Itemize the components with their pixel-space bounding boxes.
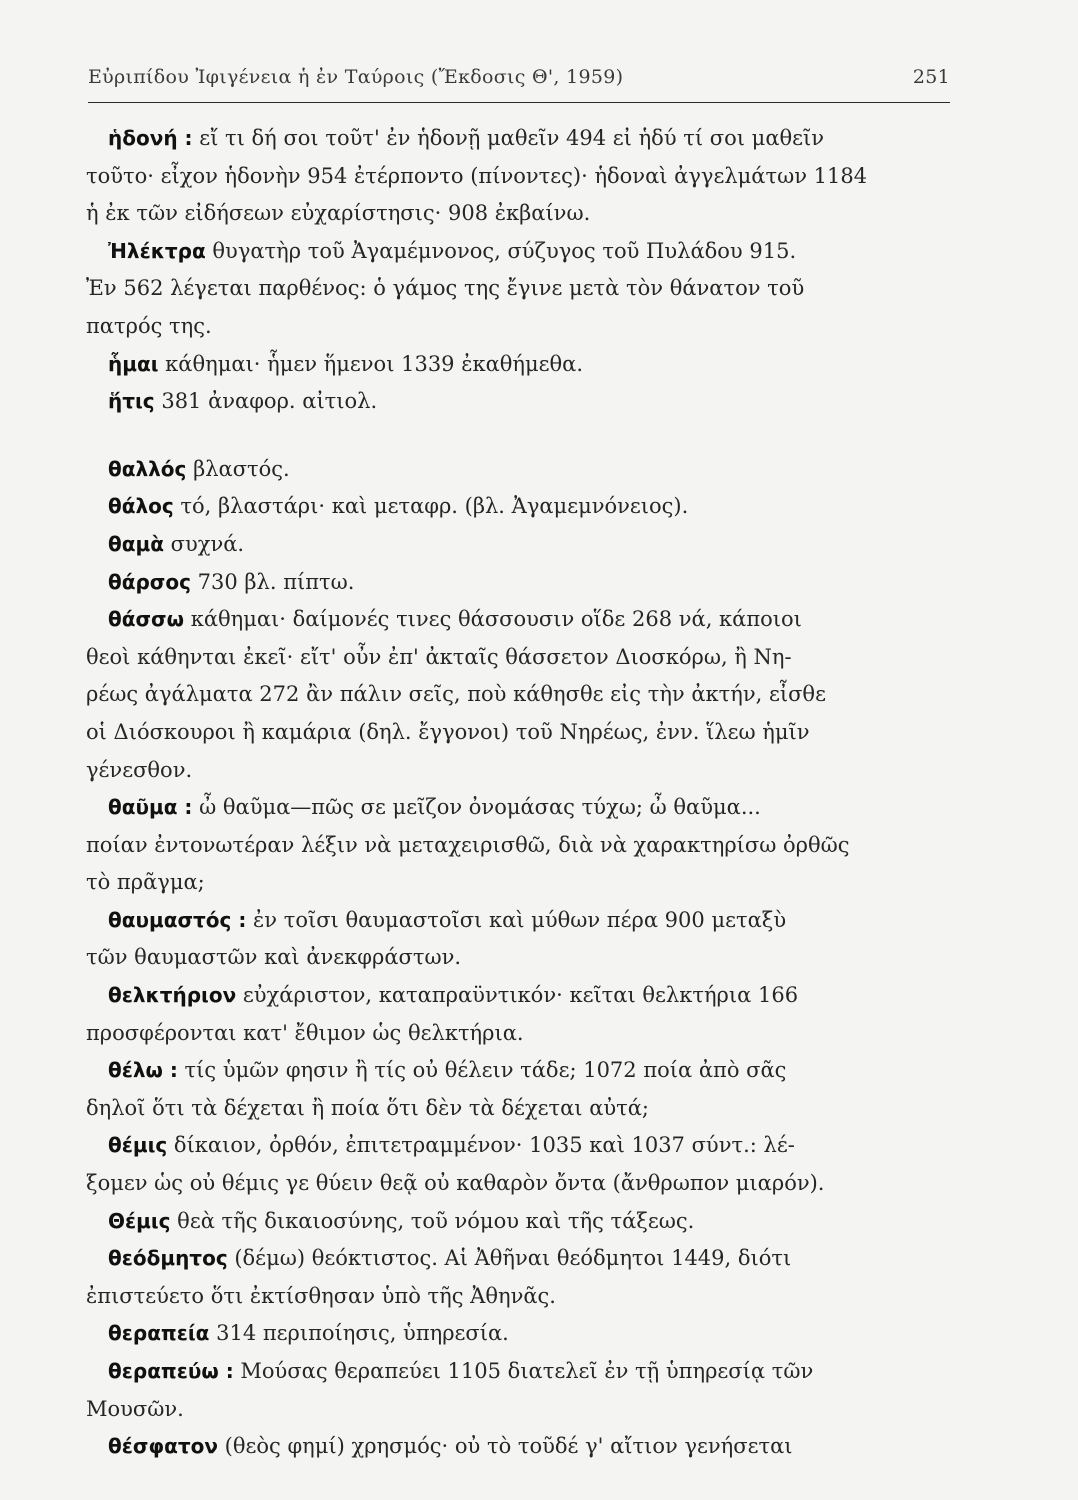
entry-line (108, 564, 960, 602)
entry-line (86, 1165, 960, 1203)
entry-text: βλαστός. (186, 456, 290, 481)
entry-text: Μουσῶν. (86, 1396, 184, 1421)
entry-line (108, 1315, 960, 1353)
entry-text: ἐπιστεύετο ὅτι ἐκτίσθησαν ὑπὸ τῆς Ἀθηνᾶς. (86, 1283, 556, 1308)
entry-lemma: θαλλός (108, 456, 187, 481)
entry-line (86, 827, 960, 865)
entry-line (86, 158, 960, 196)
entry-line (108, 233, 960, 271)
entry-text: ξομεν ὡς οὐ θέμις γε θύειν θεᾷ οὐ καθαρὸν ὄντα (ἄνθρωπον μιαρόν). (86, 1171, 825, 1196)
entry-lemma: θάλος (108, 494, 174, 519)
entry-text: 381 ἀναφορ. αἰτιολ. (154, 389, 378, 414)
entry-lemma: θαῦμα : (108, 795, 193, 820)
running-title: Εὐριπίδου Ἰφιγένεια ἡ ἐν Ταύροις (Ἔκδοσις Θ', 1959) (88, 66, 624, 88)
entry-line (86, 308, 960, 346)
entry-lemma: θάσσω (108, 607, 185, 632)
entry-lemma: θεραπεύω : (108, 1359, 234, 1383)
entry-line (108, 1203, 960, 1241)
entry-lemma: θελκτήριον (108, 983, 237, 1008)
entry-text: πατρός της. (86, 313, 212, 338)
entry-lemma: θαμὰ (108, 531, 164, 556)
entry-line (108, 1240, 960, 1278)
entry-line (108, 1353, 960, 1391)
entry-text: ἐν τοῖσι θαυμαστοῖσι καὶ μύθων πέρα 900 μεταξὺ (246, 907, 787, 932)
entry-lemma: θαυμαστός : (108, 907, 247, 932)
entry-line (86, 864, 960, 902)
page-number: 251 (912, 66, 950, 88)
entry-line (86, 195, 960, 233)
entry-line (86, 639, 960, 677)
entry-line (108, 789, 960, 827)
entry-lemma: θέσφατον (108, 1434, 218, 1459)
entry-text: τὸ πρᾶγμα; (86, 870, 205, 895)
entry-line (86, 1015, 960, 1053)
entry-lemma: Ἠλέκτρα (108, 238, 206, 263)
entry-text: τῶν θαυμαστῶν καὶ ἀνεκφράστων. (86, 945, 462, 970)
entry-text: Μούσας θεραπεύει 1105 διατελεῖ ἐν τῇ ὑπηρεσίᾳ τῶν (233, 1359, 814, 1383)
entry-text: δηλοῖ ὅτι τὰ δέχεται ἢ ποία ὅτι δὲν τὰ δέχεται αὐτά; (86, 1095, 650, 1120)
entry-text: (δέμω) θεόκτιστος. Αἱ Ἀθῆναι θεόδμητοι 1449, διότι (227, 1246, 792, 1271)
entry-line (86, 752, 960, 790)
entry-lemma: ἧμαι (108, 351, 159, 376)
entry-text: τοῦτο· εἶχον ἡδονὴν 954 ἐτέρποντο (πίνοντες)· ἡδοναὶ ἀγγελμάτων 1184 (86, 163, 868, 188)
entry-line (86, 676, 960, 714)
entry-line (108, 526, 960, 564)
entry-line (108, 977, 960, 1015)
entry-lemma: θάρσος (108, 569, 191, 594)
entry-text: τό, βλαστάρι· καὶ μεταφρ. (βλ. Ἀγαμεμνόνειος). (173, 494, 689, 519)
entry-line (86, 1090, 960, 1128)
entry-lemma: θέλω : (108, 1058, 178, 1083)
entry-text: θεοὶ κάθηνται ἐκεῖ· εἴτ' οὖν ἐπ' ἀκταῖς θάσσετον Διοσκόρω, ἢ Νη- (86, 644, 792, 669)
entry-line (108, 1052, 960, 1090)
entry-text: θεὰ τῆς δικαιοσύνης, τοῦ νόμου καὶ τῆς τάξεως. (170, 1208, 695, 1233)
entry-text: κάθημαι· ἧμεν ἥμενοι 1339 ἐκαθήμεθα. (158, 351, 584, 376)
entry-line (108, 488, 960, 526)
entry-text: οἱ Διόσκουροι ἢ καμάρια (δηλ. ἔγγονοι) τοῦ Νηρέως, ἐνν. ἵλεω ἡμῖν (86, 719, 810, 744)
entry-line (86, 1278, 960, 1316)
entry-text: Ἐν 562 λέγεται παρθένος: ὁ γάμος της ἔγινε μετὰ τὸν θάνατον τοῦ (86, 276, 805, 301)
section-gap (108, 421, 960, 451)
entry-line (108, 346, 960, 384)
entry-text: εὐχάριστον, καταπραϋντικόν· κεῖται θελκτήρια 166 (236, 983, 799, 1008)
entry-line (108, 1428, 960, 1466)
entry-lemma: ἥτις (108, 389, 155, 414)
entry-line (108, 451, 960, 489)
entry-lemma: θεραπεία (108, 1321, 210, 1346)
glossary-entries (86, 120, 960, 1466)
entry-text: συχνά. (163, 531, 245, 556)
entry-text: (θεὸς φημί) χρησμός· οὐ τὸ τοῦδέ γ' αἴτιον γενήσεται (217, 1434, 793, 1459)
entry-text: ὦ θαῦμα—πῶς σε μεῖζον ὀνομάσας τύχω; ὦ θαῦμα... (192, 795, 761, 820)
header-rule (88, 102, 950, 103)
entry-line (108, 902, 960, 940)
entry-lemma: ἡδονή : (108, 126, 193, 150)
entry-text: ποίαν ἐντονωτέραν λέξιν νὰ μεταχειρισθῶ, διὰ νὰ χαρακτηρίσω ὀρθῶς (86, 832, 850, 857)
entry-line (86, 270, 960, 308)
entry-lemma: θεόδμητος (108, 1246, 228, 1271)
entry-line (108, 1127, 960, 1165)
entry-line (86, 1391, 960, 1429)
entry-text: προσφέρονται κατ' ἔθιμον ὡς θελκτήρια. (86, 1020, 524, 1045)
entry-text: θυγατὴρ τοῦ Ἀγαμέμνονος, σύζυγος τοῦ Πυλάδου 915. (205, 238, 797, 263)
entry-text: 730 βλ. πίπτω. (190, 569, 355, 594)
entry-line (108, 383, 960, 421)
entry-line (108, 601, 960, 639)
entry-line (86, 714, 960, 752)
entry-text: τίς ὑμῶν φησιν ἢ τίς οὐ θέλειν τάδε; 1072 ποία ἀπὸ σᾶς (177, 1058, 787, 1083)
entry-text: δίκαιον, ὀρθόν, ἐπιτετραμμένον· 1035 καὶ 1037 σύντ.: λέ- (167, 1133, 795, 1158)
entry-line (108, 120, 960, 158)
entry-text: γένεσθον. (86, 757, 193, 782)
running-header (88, 66, 950, 100)
entry-text: 314 περιποίησις, ὑπηρεσία. (209, 1321, 509, 1346)
entry-text: ρέως ἀγάλματα 272 ἂν πάλιν σεῖς, ποὺ κάθησθε εἰς τὴν ἀκτήν, εἶσθε (86, 682, 826, 707)
entry-text: εἴ τι δή σοι τοῦτ' ἐν ἡδονῇ μαθεῖν 494 εἰ ἡδύ τί σοι μαθεῖν (192, 126, 825, 150)
entry-lemma: Θέμις (108, 1208, 171, 1233)
entry-lemma: θέμις (108, 1133, 168, 1158)
entry-text: κάθημαι· δαίμονές τινες θάσσουσιν οἵδε 268 νά, κάποιοι (184, 607, 802, 632)
entry-text: ἡ ἐκ τῶν εἰδήσεων εὐχαρίστησις· 908 ἐκβαίνω. (86, 201, 591, 226)
entry-line (86, 939, 960, 977)
